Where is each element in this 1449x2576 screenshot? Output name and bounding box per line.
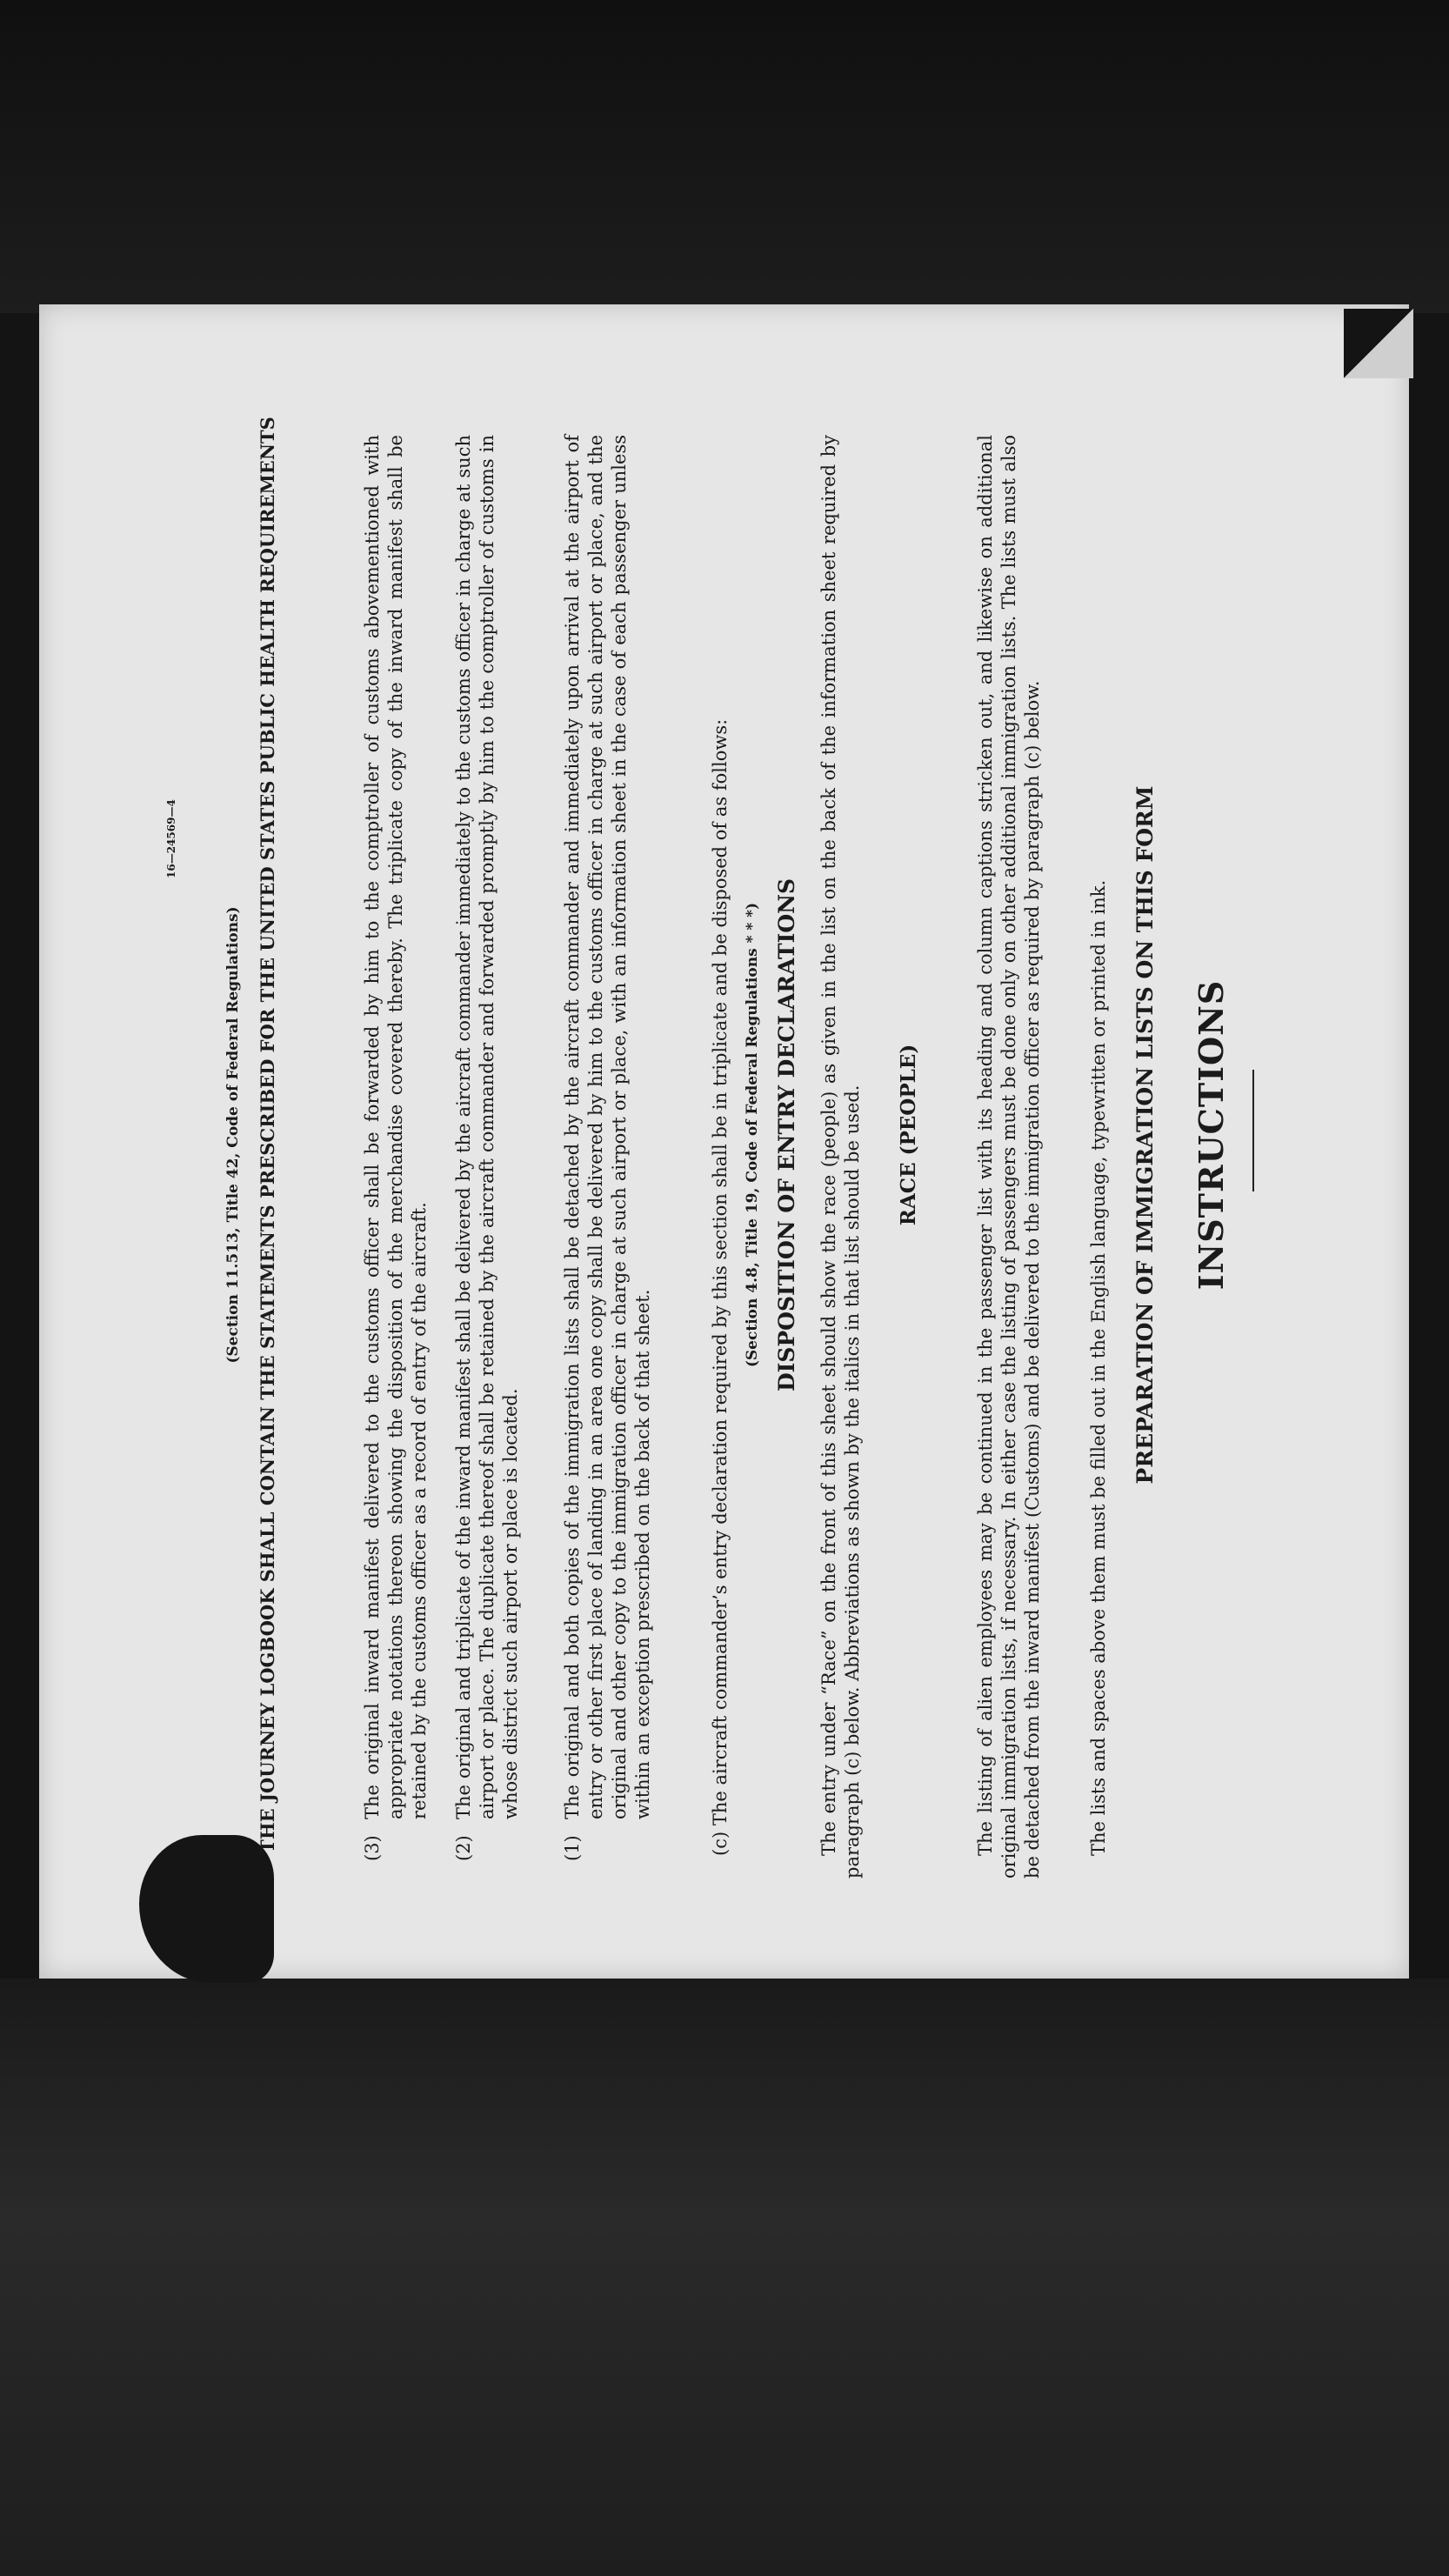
list-item <box>361 435 431 1861</box>
page-title: INSTRUCTIONS <box>1192 979 1231 1291</box>
list-item <box>561 435 655 1861</box>
preparation-heading: PREPARATION OF IMMIGRATION LISTS ON THIS FORM <box>1132 785 1158 1485</box>
disposition-section: (Section 4.8, Title 19, Code of Federal Regulations * * *) <box>744 902 761 1368</box>
item-number: (1) <box>562 1835 583 1861</box>
logbook-heading: THE JOURNEY LOGBOOK SHALL CONTAIN THE STATEMENTS PRESCRIBED FOR THE UNITED STATES PUBLIC HEALTH REQUIREMENTS <box>257 417 278 1853</box>
rotated-document-content <box>70 313 1426 1957</box>
scan-background-bottom <box>0 1979 1449 2576</box>
item-number: (3) <box>362 1835 383 1861</box>
disposition-heading: DISPOSITION OF ENTRY DECLARATIONS <box>774 878 799 1392</box>
race-heading: RACE (PEOPLE) <box>897 1044 920 1226</box>
item-text: The original and triplicate of the inward manifest shall be delivered by the aircraft commander immediately to the customs officer in charge at such airport or place. The duplicate thereof shall be retained by the aircraft commander and forwarded promptly by him to the comptroller of customs in whose district such airport or place is located. <box>453 435 521 1819</box>
paragraph-lists: The lists and spaces above them must be filled out in the English language, typewritten or printed in ink. <box>1088 879 1109 1856</box>
item-text: The original and both copies of the immigration lists shall be detached by the aircraft commander and immediately upon arrival at the airport of entry or other first place of landing in an area one copy shall be delivered by him to the customs officer in charge at such airport or place, and the original and other copy to the immigration officer in charge at such airport or place, with an information sheet in the case of each passenger unless within an exception prescribed on the back of that sheet. <box>562 435 653 1819</box>
paragraph-alien-employees: The listing of alien employees may be continued in the passenger list with its heading and column captions stricken out, and likewise on additional original immigration lists, if necessary. In either case the listing of passengers must be done only on other additional immigration lists. The lists must also be detached from the inward manifest (Customs) and be delivered to the immigration officer as required by paragraph (c) below. <box>975 435 1043 1879</box>
paragraph-entry-declaration: (c) The aircraft commander’s entry declaration required by this section shall be in triplicate and be disposed of as follows: <box>710 718 731 1856</box>
logbook-section: (Section 11.513, Title 42, Code of Federal Regulations) <box>224 906 242 1364</box>
form-number: 16—24569—4 <box>165 799 177 878</box>
item-number: (2) <box>453 1835 474 1861</box>
scan-background-top <box>0 0 1449 313</box>
list-item <box>452 435 523 1861</box>
title-rule <box>1252 1070 1254 1191</box>
item-text: The original inward manifest delivered to the customs officer shall be forwarded by him to the comptroller of customs abovementioned with appropriate notations thereon showing the disposition of the merchandise covered thereby. The triplicate copy of the inward manifest shall be retained by the customs officer as a record of entry of the aircraft. <box>362 435 430 1819</box>
paragraph-race: The entry under “Race” on the front of this sheet should show the race (people) as given in the list on the back of the information sheet required by paragraph (c) below. Abbreviations as shown by the italics in that list should be used. <box>818 435 863 1879</box>
